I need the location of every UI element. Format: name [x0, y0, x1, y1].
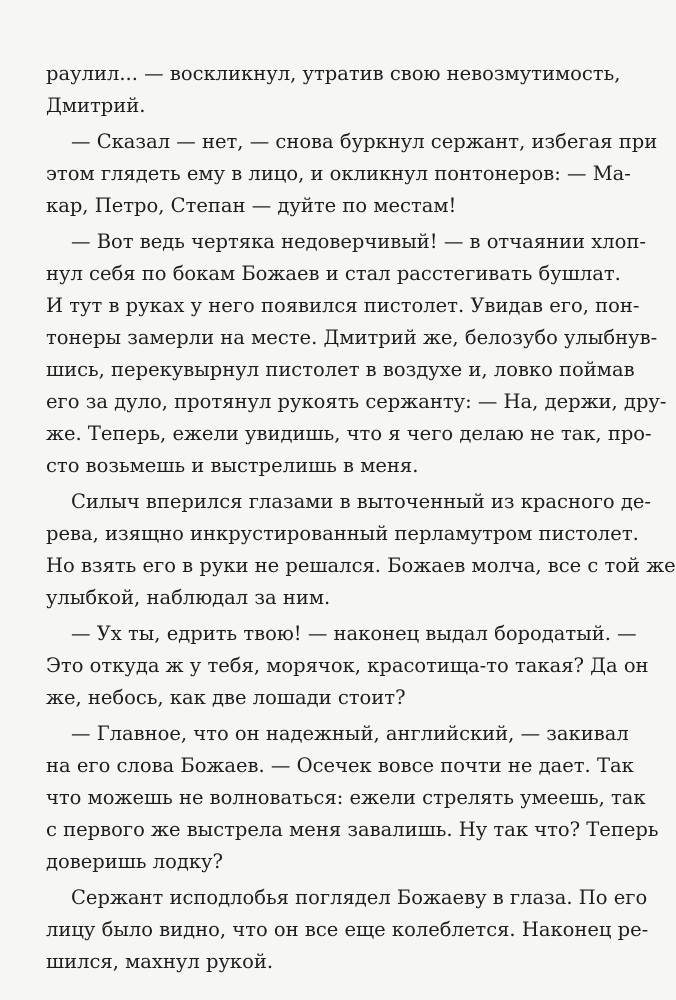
text-line: улыбкой, наблюдал за ним. — [46, 586, 331, 609]
text-line: шись, перекувырнул пистолет в воздухе и, ловко поймав — [46, 358, 635, 381]
text-line: доверишь лодку? — [46, 850, 223, 873]
text-line: — Сказал — нет, — снова буркнул сержант, избегая при — [71, 130, 658, 153]
text-line: нул себя по бокам Божаев и стал расстегивать бушлат. — [46, 262, 621, 285]
text-line: кар, Петро, Степан — дуйте по местам! — [46, 194, 457, 217]
text-line: — Главное, что он надежный, английский, — закивал — [71, 722, 629, 745]
text-line: же, небось, как две лошади стоит? — [46, 686, 406, 709]
text-line: на его слова Божаев. — Осечек вовсе почти не дает. Так — [46, 754, 634, 777]
text-line: же. Теперь, ежели увидишь, что я чего делаю не так, про- — [46, 422, 652, 445]
text-line: раулил... — воскликнул, утратив свою невозмутимость, — [46, 62, 621, 85]
text-line: сто возьмешь и выстрелишь в меня. — [46, 454, 419, 477]
text-line: Сержант исподлобья поглядел Божаеву в глаза. По его — [71, 886, 648, 909]
text-line: что можешь не волноваться: ежели стрелять умеешь, так — [46, 786, 646, 809]
text-line: его за дуло, протянул рукоять сержанту: — На, держи, дру- — [46, 390, 667, 413]
text-line: Это откуда ж у тебя, морячок, красотища-то такая? Да он — [46, 654, 649, 677]
text-line: Дмитрий. — [46, 94, 146, 117]
text-line: И тут в руках у него появился пистолет. Увидав его, пон- — [46, 294, 640, 317]
text-line: Силыч вперился глазами в выточенный из красного де- — [71, 490, 651, 513]
text-line: шился, махнул рукой. — [46, 950, 274, 973]
text-line: этом глядеть ему в лицо, и окликнул понтонеров: — Ма- — [46, 162, 631, 185]
text-line: рева, изящно инкрустированный перламутром пистолет. — [46, 522, 639, 545]
text-line: Но взять его в руки не решался. Божаев молча, все с той же — [46, 554, 676, 577]
text-line: — Вот ведь чертяка недоверчивый! — в отчаянии хлоп- — [71, 230, 646, 253]
text-line: с первого же выстрела меня завалишь. Ну так что? Теперь — [46, 818, 659, 841]
text-line: тонеры замерли на месте. Дмитрий же, белозубо улыбнув- — [46, 326, 658, 349]
text-line: лицу было видно, что он все еще колеблется. Наконец ре- — [46, 918, 649, 941]
text-line: — Ух ты, едрить твою! — наконец выдал бородатый. — — [71, 622, 637, 645]
